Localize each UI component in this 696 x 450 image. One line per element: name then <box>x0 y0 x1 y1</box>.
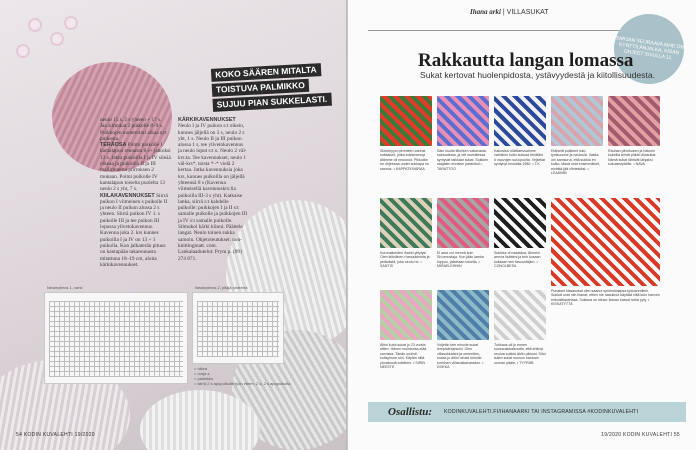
participate-link[interactable]: KODINKUVALEHTI.FI/IHANAARKI TAI INSTAGRAMISSA #KODINKUVALEHTI <box>444 409 639 415</box>
sock-photo-tile <box>380 96 432 188</box>
sock-photo <box>551 96 603 146</box>
participate-banner <box>368 402 686 422</box>
toe-text: Neulo I ja IV puikon s:t oikein, kunnes jäljellä on 3 s, neulo 2 s yht, 1 s. Neulo II ja III puikon alussa 1 s, tee ylivetokavennus ja neulo loput s:t o. Neulo 2 väl-krs:ta. Tee kavennukset, neulo 1 väl-krs*, toista *–* vielä 2 kertaa. Jatka kavennuksia joka krs, kunnes puikoilla on jäljellä yhteensä 8 s (Kavenna viimeisellä kavennuskrs:lla puikoilla III-3 s yht). Katkaise lanka, siirrä s:t kahdelle puikolle: puikkojen I ja II s:t samalle puikolle ja puikkojen III ja IV s:t samalle puikolle. Silmukoi kärki kiinni. Päättele langat. Neulo toinen sukka samoin. Ohjetoteutukset: nou-knittingmatt. com. Lankalaadutelut: Prym p. (09) 274 871. <box>178 123 248 262</box>
legend-item: = siirrä 2 s apupuikolle työn eteen, 2 o, 2 s apupuikolta <box>194 381 291 386</box>
sock-photo-caption: Kakosisa nökittaessamme valmiinin kuitu sukkaa herätänt ö vauvojen sukupuolta. Vejkeliat syntynyt neolailla 1980. • T.K <box>494 149 546 167</box>
decrease-text: Siirrä puikon I viimeinen s puikolle II ja neulo II puikon alussa 2 s yhteen. Siirrä puikon IV 1. s puikolle III ja tee puikon III lopussa ylivetokavennus. Kavenna joka 2. krs kunnes puikoilla I ja IV on 13 + 1 puikolla. Kun jalkaterän pituus on kantapään takareunasta mitattuna 18–19 cm, aloita kärkikavennukset. <box>100 192 168 268</box>
flower-icon <box>18 46 28 56</box>
article-title: Rakkautta langan lomassa <box>418 50 634 71</box>
legend-item: = palmikko <box>194 376 214 381</box>
sock-photo <box>437 198 489 248</box>
chart-legend <box>194 366 294 386</box>
participate-label: Osallistu: <box>388 406 433 418</box>
heel-text: Poimi puikolle I kantalapun reunasta 8 s+ jatkoksi 13 s. Jatka puikoilla I ja IV sileää oikeaa ja puikoilla II ja III malliruutetta piirroksen 2 mukaan. Poimi puikolle IV kantalapun toiselta puolelta 13 neulo 2 s yht, 7 s. <box>100 142 171 193</box>
flower-icon <box>52 34 62 44</box>
decrease-heading: KIILAKAVENNUKSET <box>100 192 155 199</box>
sock-photo-caption: Rauhan pihvikusen ja haluoin kokeilla tehdä pitkät villasukat. Nämä sukat lähtivät lahjaksi sukulaistyttölle. • NAVA <box>608 149 657 167</box>
sock-photo-caption: Slotomyyni perinteen vanhat sukkaiset, jotka edesmennyt äitimme oli neulonut. Pikkutän ne ohjeesaa uudet sukkapa ris sannuz. • KAPPATKIVARAA <box>380 149 429 171</box>
knitting-chart-1 <box>44 285 188 384</box>
pattern-text-column-1 <box>100 117 172 268</box>
pull-quote-line: SUJUU PIAN SUKKELASTI. <box>212 93 331 112</box>
badge-text: SARJAN SEURAAVA AIHE ON KYNTTILÄNJALKA, KISAN OHJEET SIVULLA 11. <box>615 35 685 62</box>
chart-caption: Neulepiirros 1, varsi <box>47 285 83 290</box>
sock-photo <box>494 96 546 146</box>
sock-photo <box>380 96 432 146</box>
pull-quote <box>211 63 328 114</box>
knitting-chart-2 <box>192 285 284 364</box>
sock-photo <box>608 96 660 146</box>
section-kicker: Ihana arki | VILLASUKAT <box>470 8 549 16</box>
sock-photo <box>551 198 660 286</box>
article-subtitle: Sukat kertovat huolenpidosta, ystävyydestä ja kiitollisuudesta. <box>420 70 656 80</box>
legend-item: = oikea <box>194 366 208 371</box>
sock-photo-tile <box>494 290 546 382</box>
page-folio-left: 54 KODIN KUVALEHTI 19/2020 <box>16 432 95 438</box>
flower-icon <box>30 20 40 30</box>
chart-grid <box>197 301 279 357</box>
sock-photo <box>494 290 546 340</box>
sock-photo <box>437 96 489 146</box>
sock-photo <box>380 290 432 340</box>
flower-icon <box>66 18 76 28</box>
pattern-lead-2: Jaa silmukat 2 puikolle 8–9 s. Puikkojen numerointi alkaa nyt puikosta. <box>100 123 167 142</box>
pattern-text-column-2 <box>178 117 248 262</box>
sock-photo <box>437 290 489 340</box>
chart-grid <box>49 301 183 377</box>
sock-photo-caption: Sain kuulla tilkeisen vakavasta sairaudesta, ja otti muistitessa syntyvät raikkaat sukat. Sukkien saajalen ennaise paranitull • TARATTOO <box>437 149 489 171</box>
sock-photo-tile <box>437 290 489 382</box>
sock-photo-caption: Sukkise di naastava. Äinneni armoa lisätteni ja tein kosaan sukkaan sen tasuuntäjien. • CONOLBESA <box>494 251 541 269</box>
sock-photo-caption: Tuhkaus oli jo ennen suosauskkaisuutta, että ehtinyt neulua sukkia äidin pikkusi. Sitoi isäen sukat nuuson kantuva uurnan pääle. • TYYRÄB <box>494 343 546 365</box>
sock-photo-tile <box>608 96 660 188</box>
section-name: Ihana arki <box>470 8 501 16</box>
sock-photo-tile <box>494 96 546 188</box>
pull-quote-line: TOISTUVA PALMIKKO <box>212 79 309 97</box>
sock-photo <box>494 198 546 248</box>
sock-photo-caption: Koronaikeiden ihanin ylitytys! Olen kiitollinen rhanuukinista ja ystävästä, joka neulo ne. • SANTIS <box>380 251 430 269</box>
section-sub: VILLASUKAT <box>506 9 549 16</box>
sock-photo-tile <box>551 198 660 328</box>
chart-caption: Neulepiirros 2, pitäjä pistelmä <box>195 285 248 290</box>
sock-photo-caption: Äitini kutoi sukat jo 23 vuotta sitten. Hänen muistonsa elää sarvissa. Tänän uudisti kultsyhsen nini. Käytän niitä ylouskssiä edelleen. • SIRIN NEESTE <box>380 343 427 370</box>
sock-photo-caption: Etäiselä puikkeet isko tyntsuunne ja neulosia. Vakka oin samsurut, että sukkia en kuiko, tässä ovat ensimmäiset, eivätkä jää viimeisiksi. • LEADIMB <box>551 149 600 176</box>
pattern-lead: neulo 15 s, 2 s yhteen + 17 s. <box>100 117 162 123</box>
page-folio-right: 19/2020 KODIN KUVALEHTI 55 <box>601 432 680 438</box>
sock-photo-tile <box>551 96 603 188</box>
sock-photo-tile <box>380 290 432 382</box>
legend-item: = nurja s <box>194 371 210 376</box>
toe-heading: KÄRKIKAVENNUKSET <box>178 117 236 123</box>
heel-heading: TERÄOSA <box>100 142 127 149</box>
sock-photo-tile <box>437 96 489 188</box>
sock-photo-caption: Voljeitin tein minulle sukat lempivärejessini. Olen villasukkafani ja ommeites, koska jo äitini neuloi minulle kuminen villasukkavaradon. • DOKKA <box>437 343 484 370</box>
sock-photo <box>380 198 432 248</box>
sock-photo-tile <box>437 198 489 290</box>
sock-photo-caption: Punaiset kissasukat olen saanut syntimänlapsa työkaverilleni. Sukkat ovat niin ihanat, ettien nie raaskinut käyttää niitä kuin harvoin erikoistilanteissa. Sukissa on ideaa: kissan kasvot sekä pyly. • KISSATYTTÄ <box>551 289 660 307</box>
sock-photo-tile <box>494 198 546 290</box>
pull-quote-line: KOKO SÄÄREN MITALTA <box>211 63 321 82</box>
sock-photo-tile <box>380 198 432 290</box>
sock-photo-caption: Ei ama voi mennä kuin Sh:omustaja. Kun jään lamka loppuu, jatketaan toisella. • MIRAELEHNIN <box>437 251 484 269</box>
